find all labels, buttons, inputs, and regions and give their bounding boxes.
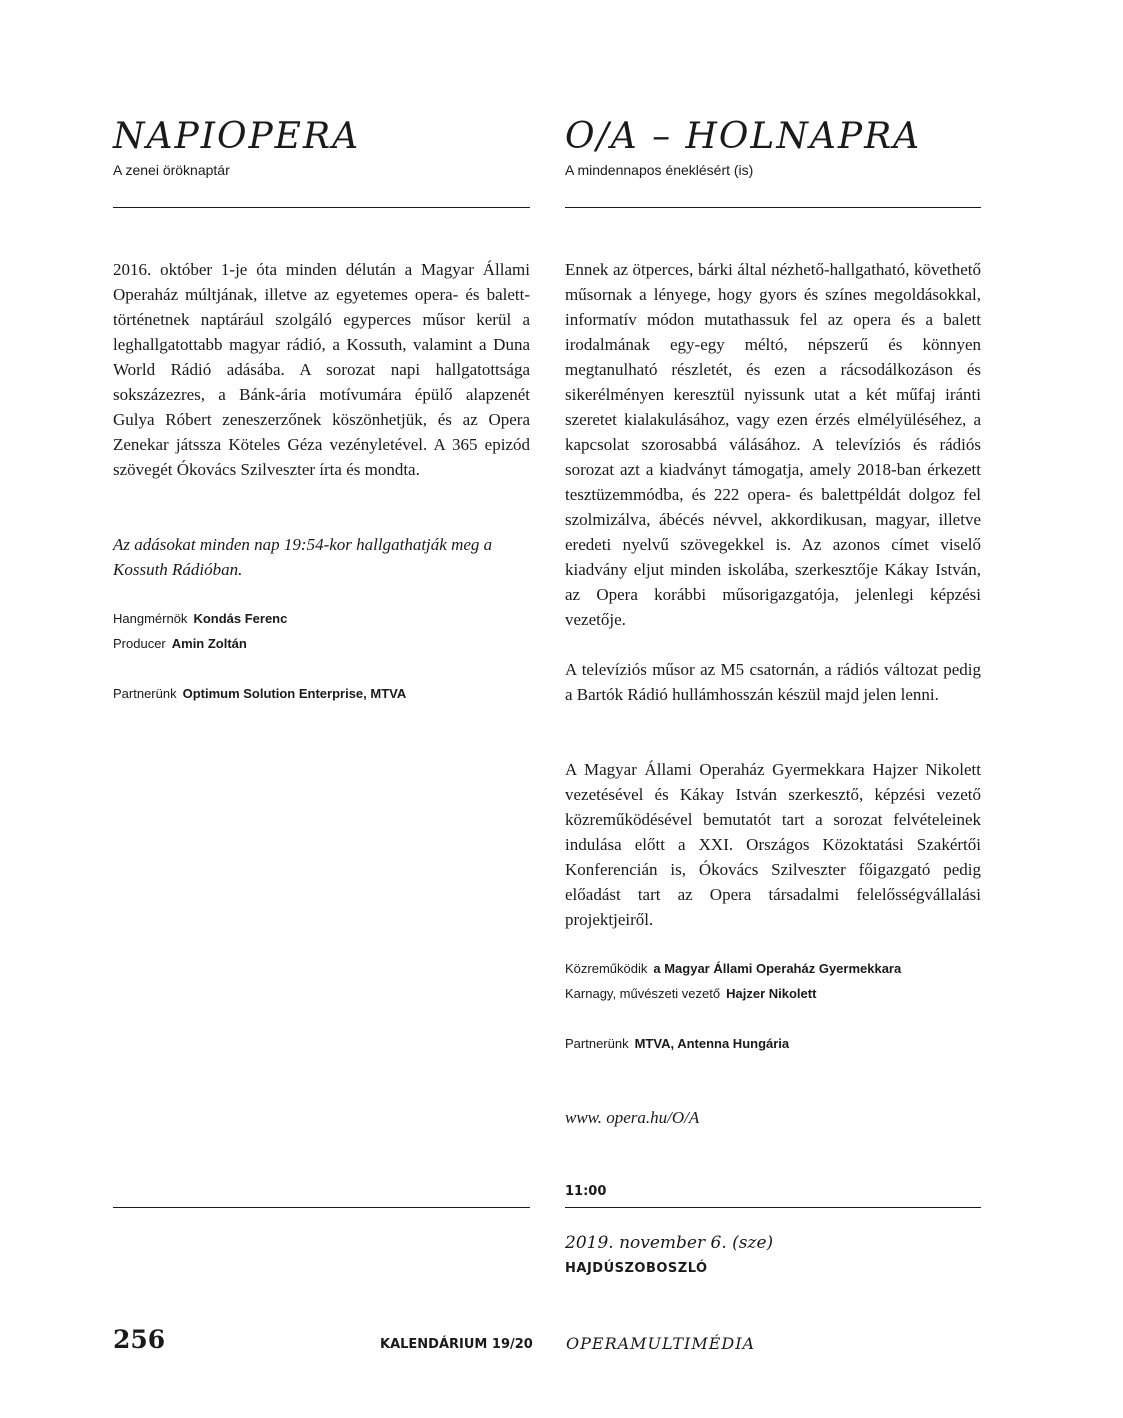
left-body-text: 2016. október 1-je óta minden délután a Magyar Állami Operaház múltjának, illetve az egyetemes opera- és balett-történetnek naptárául szolgáló egyperces műsor kerül a leghallgatottabb magyar rádió, a Kossuth, valamint a Duna World Rádió adásába. A sorozat napi hallgatottsága sokszázezres, a Bánk-ária motívumára épülő alapzenét Gulya Róbert zeneszerzőnek köszönhetjük, és az Opera Zenekar játssza Köteles Géza vezényletével. A 365 epizód szövegét Ókovács Szilveszter írta és mondta.: [113, 260, 530, 479]
credit-label: Producer: [113, 636, 166, 651]
credit-value: a Magyar Állami Operaház Gyermekkara: [653, 961, 902, 976]
credit-value: Kondás Ferenc: [193, 611, 288, 626]
publication-name: KALENDÁRIUM 19/20: [380, 1337, 533, 1352]
credit-value: Hajzer Nikolett: [726, 986, 817, 1001]
event-place: HAJDÚSZOBOSZLÓ: [565, 1261, 708, 1276]
partner-label: Partnerünk: [565, 1036, 629, 1051]
right-body-text-2: A televíziós műsor az M5 csatornán, a rádiós változat pedig a Bartók Rádió hullámhosszán készül majd jelen lenni.: [565, 660, 981, 704]
credit-value: Amin Zoltán: [171, 636, 247, 651]
left-bottom-rule: [113, 1207, 530, 1208]
right-credit-choirmaster: [565, 981, 816, 1006]
event-date: 2019. november 6. (sze): [565, 1233, 774, 1253]
left-partner: [113, 681, 406, 706]
credit-label: Karnagy, művészeti vezető: [565, 986, 721, 1001]
left-title: NAPIOPERA: [113, 116, 361, 157]
left-broadcast-note: Az adásokat minden nap 19:54-kor hallgathatják meg a Kossuth Rádióban.: [113, 535, 493, 579]
partner-value: MTVA, Antenna Hungária: [634, 1036, 790, 1051]
right-body-text-1: Ennek az ötperces, bárki által nézhető-hallgatható, követhető műsornak a lényege, hogy gyors és színes megoldásokkal, informatív módon mutathassuk fel az opera és a balett irodalmának egy-egy méltó, népszerű és könnyen megtanulható részletét, és ezen a rácsodálkozáson és sikerélményen keresztül nyissunk utat a két műfaj iránti szeretet kialakulásához, vagy ezen érzés elmélyüléséhez, a kapcsolat szorosabbá válásához. A televíziós és rádiós sorozat azt a kiadványt támogatja, amely 2018-ban érkezett tesztüzemmódba, és 222 opera- és balettpéldát dolgoz fel szolmizálva, ábécés névvel, akkordikusan, magyar, illetve eredeti nyelvű szövegekkel is. Az azonos címet viselő kiadvány eljut minden iskolába, szerkesztője Kákay István, az Opera korábbi műsorigazgatója, jelenlegi képzési vezetője.: [565, 260, 981, 629]
credit-label: Hangmérnök: [113, 611, 188, 626]
right-top-rule: [565, 207, 981, 208]
event-time: 11:00: [565, 1184, 607, 1199]
right-title: O/A – HOLNAPRA: [565, 116, 922, 157]
page-number: 256: [113, 1325, 166, 1354]
right-credit-performer: [565, 956, 901, 981]
right-bottom-rule: [565, 1207, 981, 1208]
partner-value: Optimum Solution Enterprise, MTVA: [182, 686, 407, 701]
website-link[interactable]: www. opera.hu/O/A: [565, 1108, 700, 1127]
credit-label: Közreműködik: [565, 961, 648, 976]
right-subtitle: A mindennapos éneklésért (is): [565, 162, 754, 178]
right-partner: [565, 1031, 789, 1056]
left-credit-producer: [113, 631, 247, 656]
right-body-text-3: A Magyar Állami Operaház Gyermekkara Hajzer Nikolett vezetésével és Kákay István szerkesztő, képzési vezető közreműködésével bemutatót tart a sorozat felvételeinek indulása előtt a XXI. Országos Közoktatási Szakértői Konferencián is, Ókovács Szilveszter főigazgató pedig előadást tart az Opera társadalmi felelősségvállalási projektjeiről.: [565, 760, 981, 929]
section-name: OPERAMULTIMÉDIA: [566, 1334, 756, 1353]
partner-label: Partnerünk: [113, 686, 177, 701]
left-top-rule: [113, 207, 530, 208]
left-credit-sound-engineer: [113, 606, 287, 631]
left-subtitle: A zenei öröknaptár: [113, 162, 230, 178]
